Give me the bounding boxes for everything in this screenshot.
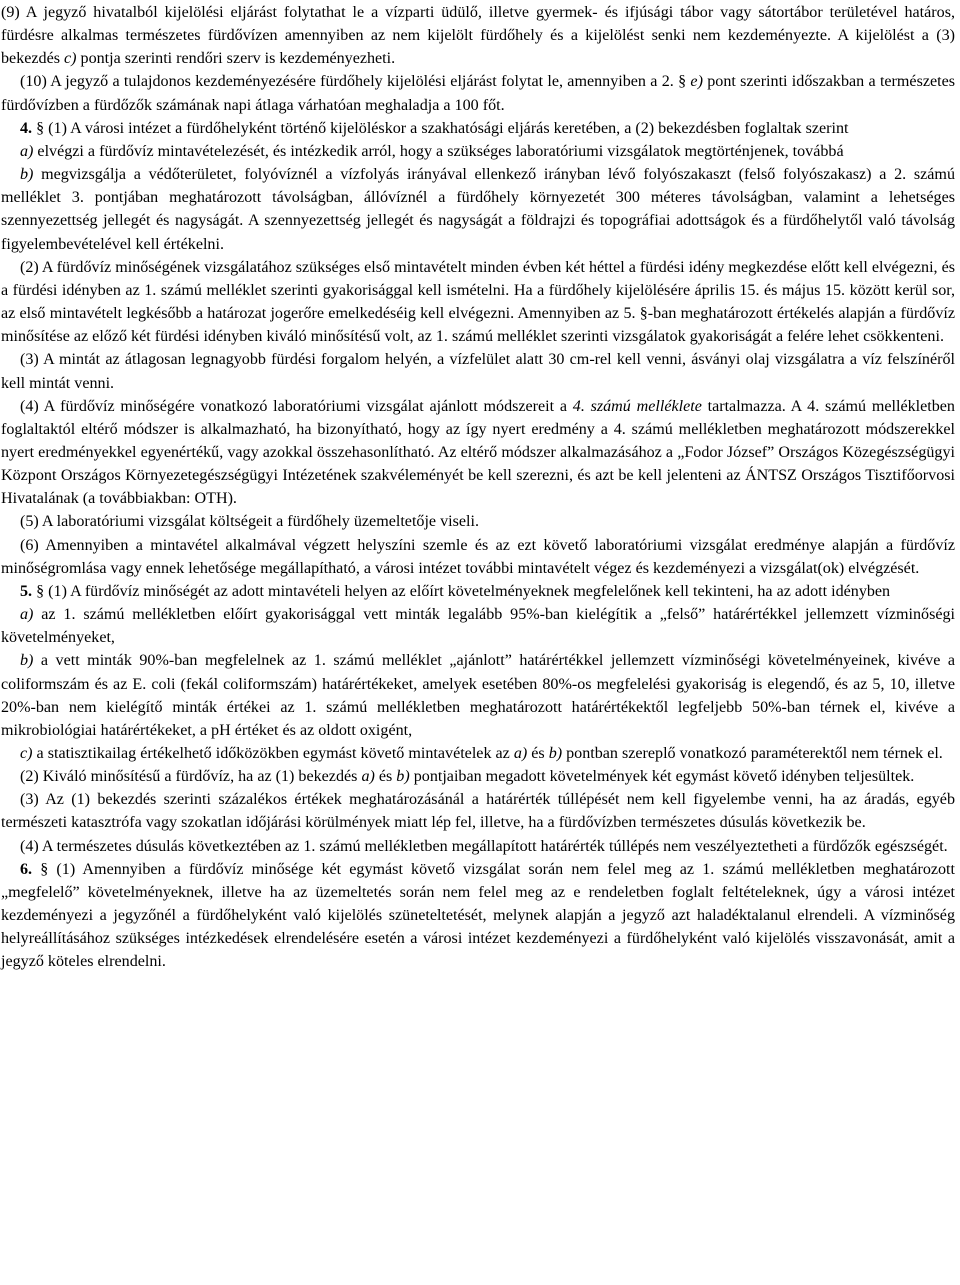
- text-run: (3) A mintát az átlagosan legnagyobb fürdési forgalom helyén, a vízfelület alatt 30 cm-rel kell venni, ásványi olaj vizsgálatra a víz felszínéről kell mintát venni.: [1, 351, 955, 392]
- text-run: és: [374, 768, 397, 786]
- paragraph: [1, 580, 955, 603]
- text-run: (10) A jegyző a tulajdonos kezdeményezésére fürdőhely kijelölési eljárást folytat le, amennyiben a 2. §: [20, 73, 691, 91]
- text-run: (2) Kiváló minősítésű a fürdővíz, ha az (1) bekezdés: [20, 768, 362, 786]
- section-number: 6.: [20, 860, 41, 878]
- paragraph: [1, 395, 955, 511]
- italic-reference: a): [20, 606, 34, 624]
- text-run: (2) A fürdővíz minőségének vizsgálatához szükséges első mintavételt minden évben két héttel a fürdési idény megkezdése előtt kell elvégezni, és a fürdési idényben az 1. számú melléklet szerinti gyakorisággal kell ismételni. Ha a fürdőhely kijelölésére április 15. és május 15. között kerül sor, az első mintavételt legkésőbb a határozat jogerőre emelkedéséig kell elvégezni. Amennyiben az 5. §-ban meghatározott értékelés alapján a fürdővíz minősítése az előző két fürdési idényben kiváló minősítésű volt, az 1. számú melléklet szerinti vizsgálatok gyakoriságát a felére lehet csökkenteni.: [1, 258, 955, 346]
- italic-reference: 4. számú melléklete: [572, 397, 702, 415]
- paragraph: [1, 256, 955, 349]
- italic-reference: a): [513, 745, 528, 762]
- italic-reference: c): [20, 745, 33, 762]
- italic-reference: b): [396, 768, 410, 786]
- text-run: a vett minták 90%-ban megfelelnek az 1. számú melléklet „ajánlott” határértékkel jellemzett vízminőségi követelményeinek, kivéve a coliformszám és az E. coli (fekál coliformszám) határértékeket, amelyek esetében 80%-os megfelelési gyakoriság is elegendő, és az 5, 10, illetve 20%-ban nem kielégítő minták értékei az 1. számú mellékletben meghatározott határértékektől legfeljebb 50%-ban térnek el, kivéve a mikrobiológiai határértékeket, a pH értéket és az oldott oxigént,: [1, 652, 955, 739]
- paragraph: [1, 765, 955, 788]
- text-run: § (1) Amennyiben a fürdővíz minősége két egymást követő vizsgálat során nem felel meg az 1. számú mellékletben meghatározott „megfelelő” követelményeknek, illetve ha az üzemeltetés során nem felel meg az e rendeletben foglalt feltételeknek, úgy a városi intézet kezdeményezi a jegyzőnél a fürdőhelyként való kijelölés szüneteltetését, melynek alapján a jegyző azt haladéktalanul elrendeli. A vízminőség helyreállításához szükséges intézkedések elrendelésére esetén a városi intézet kezdeményezi a fürdőhelyként való kijelölés visszavonását, amit a jegyző köteles elrendelni.: [1, 860, 956, 971]
- paragraph: [1, 649, 955, 742]
- paragraph: [1, 348, 955, 394]
- italic-reference: a): [361, 768, 375, 786]
- italic-reference: b): [20, 652, 34, 670]
- text-run: pontjaiban megadott követelmények két egymást követő idényben teljesültek.: [409, 768, 915, 786]
- text-run: (9) A jegyző hivatalból kijelölési eljárást folytathat le a vízparti üdülő, illetve gyermek- és ifjúsági tábor vagy sátortábor területével határos, fürdésre alkalmas természetes fürdővízen amennyiben az nem kijelölt fürdőhely és a kijelölést senki nem kezdeményezte. A kijelölést a (3) bekezdés: [1, 4, 955, 68]
- section-number: 5.: [20, 582, 37, 600]
- paragraph: [1, 510, 955, 533]
- paragraph: [1, 1, 955, 70]
- italic-reference: b): [20, 166, 34, 184]
- text-run: pont szerinti időszakban a természetes fürdővízben a fürdőzők számának napi átlaga várhatóan meghaladja a 100 főt.: [1, 73, 956, 114]
- paragraph: [1, 140, 955, 163]
- text-run: megvizsgálja a védőterületet, folyóvíznél a vízfolyás irányával ellenkező irányban lévő folyószakaszt (felső folyószakasz) a 2. számú melléklet 3. pontjában meghatározott távolságban, állóvíznél a fürdőhely környezetét 300 méteres távolságban, valamint a lehetséges szennyezettség jellegét és nagyságát. A szennyezettség jellegét és nagyságát a földrajzi és topográfiai adottságok és a fürdőhelytől való távolság figyelembevételével kell értékelni.: [1, 166, 955, 253]
- text-run: tartalmazza. A 4. számú mellékletben foglaltaktól eltérő módszer is alkalmazható, ha bizonyítható, hogy az így nyert eredmény a 4. számú mellékletben meghatározott módszerekkel nyert eredményekkel egyenértékű, vagy azokkal összehasonlítható. Az eltérő módszer alkalmazásához a „Fodor József” Országos Közegészségügyi Központ Országos Környezetegészségügyi Intézetének szakvéleményét be kell szerezni, és azt be kell jelenteni az ÁNTSZ Országos Tisztifőorvosi Hivatalának (a továbbiakban: OTH).: [1, 397, 955, 508]
- section-number: 4.: [20, 119, 37, 137]
- paragraph: [1, 117, 955, 140]
- text-run: és: [527, 745, 549, 762]
- paragraph: [1, 788, 955, 834]
- paragraph: [1, 835, 955, 858]
- text-run: (4) A fürdővíz minőségére vonatkozó laboratóriumi vizsgálat ajánlott módszereit a: [20, 397, 573, 415]
- text-run: § (1) A városi intézet a fürdőhelyként történő kijelöléskor a szakhatósági eljárás keretében, a (2) bekezdésben foglaltak szerint: [36, 119, 849, 137]
- text-run: (6) Amennyiben a mintavétel alkalmával végzett helyszíni szemle és az ezt követő laboratóriumi vizsgálat eredménye alapján a fürdővíz minőségromlása vagy ennek lehetősége megállapítható, a városi intézet további mintavételt végez és kezdeményezi a vizsgálat(ok) elvégzését.: [1, 536, 955, 577]
- italic-reference: c): [64, 50, 77, 68]
- text-run: (5) A laboratóriumi vizsgálat költségeit a fürdőhely üzemeltetője viseli.: [20, 513, 479, 531]
- italic-reference: a): [20, 142, 34, 160]
- paragraph: [1, 163, 955, 256]
- text-run: pontban szereplő vonatkozó paraméterektől nem térnek el.: [562, 745, 943, 762]
- text-run: az 1. számú mellékletben előírt gyakorisággal vett minták legalább 95%-ban kielégítik a „felső” határértékkel jellemzett vízminőségi követelményeket,: [1, 606, 955, 647]
- text-run: (3) Az (1) bekezdés szerinti százalékos értékek meghatározásánál a határérték túllépését nem kell figyelembe venni, ha az áradás, egyéb természeti katasztrófa vagy szokatlan időjárási körülmények miatt lép fel, illetve, ha a fürdővízben természetes dúsulás következik be.: [1, 791, 955, 832]
- paragraph: [1, 70, 955, 116]
- paragraph: [1, 742, 955, 765]
- paragraph: [1, 858, 955, 974]
- text-run: (4) A természetes dúsulás következtében az 1. számú mellékletben megállapított határérték túllépés nem veszélyeztetheti a fürdőzők egészségét.: [20, 837, 948, 855]
- text-run: elvégzi a fürdővíz mintavételezését, és intézkedik arról, hogy a szükséges laboratóriumi vizsgálatok megtörténjenek, továbbá: [33, 142, 844, 160]
- text-run: a statisztikailag értékelhető időközökben egymást követő mintavételek az: [32, 745, 514, 762]
- paragraph: [1, 603, 955, 649]
- italic-reference: e): [690, 73, 703, 91]
- italic-reference: b): [548, 745, 563, 762]
- text-run: pontja szerinti rendőri szerv is kezdeményezheti.: [76, 50, 396, 68]
- text-run: § (1) A fürdővíz minőségét az adott mintavételi helyen az előírt követelményeknek megfelelőnek kell tekinteni, ha az adott idényben: [36, 582, 891, 600]
- paragraph: [1, 534, 955, 580]
